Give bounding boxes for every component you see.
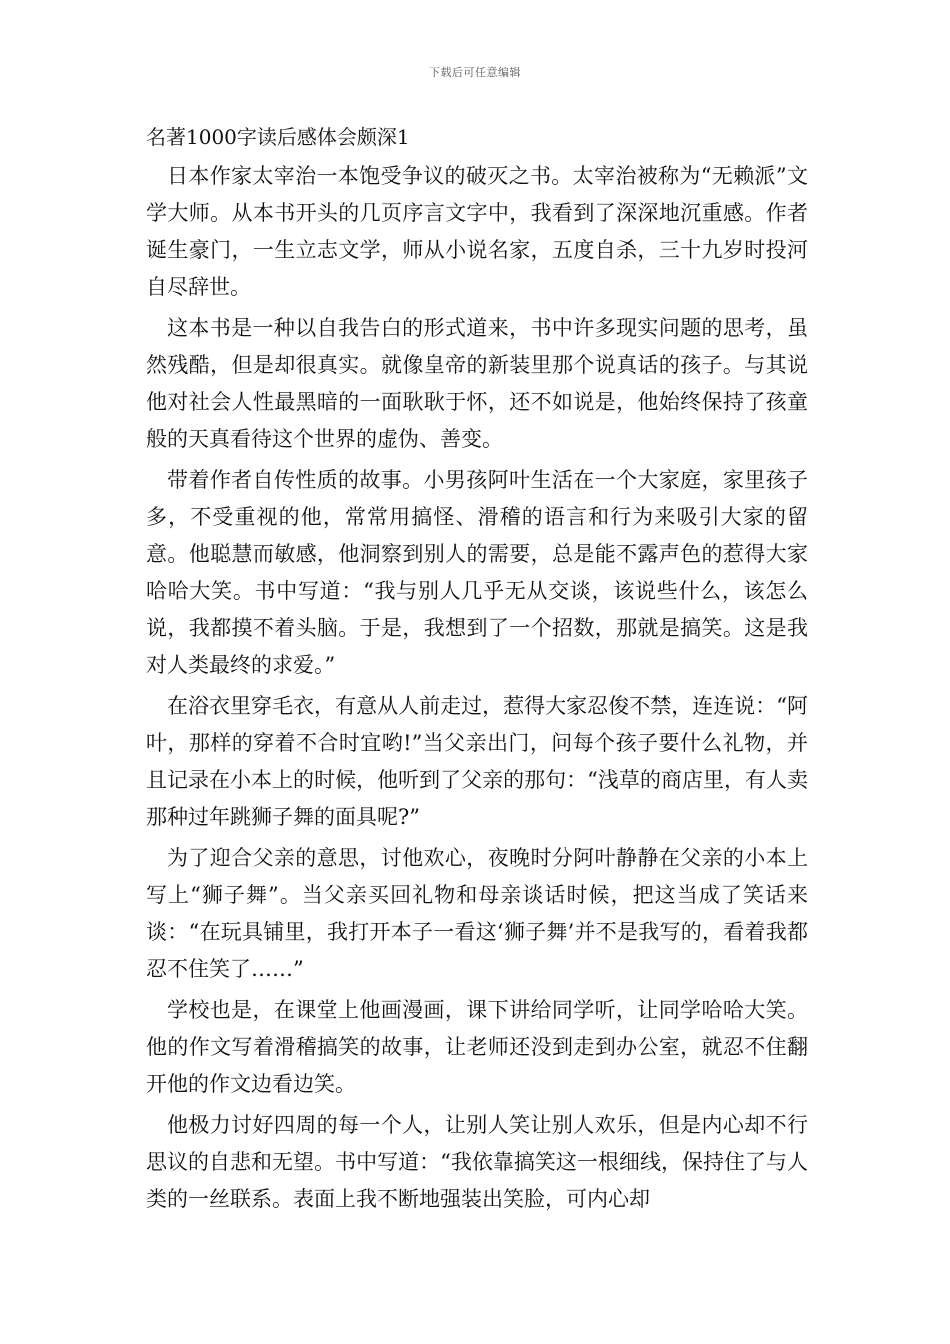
paragraph: 学校也是，在课堂上他画漫画，课下讲给同学听，让同学哈哈大笑。他的作文写着滑稽搞笑的故事，让老师还没到走到办公室，就忍不住翻开他的作文边看边笑。 [146, 998, 808, 1096]
page-header: 下载后可任意编辑 [429, 66, 521, 79]
document-title: 名著1000字读后感体会颇深1 [146, 125, 410, 149]
paragraph: 在浴衣里穿毛衣，有意从人前走过，惹得大家忍俊不禁，连连说：“阿叶，那样的穿着不合时宜哟!”当父亲出门，问每个孩子要什么礼物，并且记录在小本上的时候，他听到了父亲的那句：“浅草的商店里，有人卖那种过年跳狮子舞的面具呢?” [146, 694, 808, 829]
paragraph: 他极力讨好四周的每一个人，让别人笑让别人欢乐，但是内心却不行思议的自悲和无望。书中写道：“我依靠搞笑这一根细线，保持住了与人类的一丝联系。表面上我不断地强装出笑脸，可内心却 [146, 1113, 808, 1211]
paragraph: 带着作者自传性质的故事。小男孩阿叶生活在一个大家庭，家里孩子多，不受重视的他，常常用搞怪、滑稽的语言和行为来吸引大家的留意。他聪慧而敏感，他洞察到别人的需要，总是能不露声色的惹得大家哈哈大笑。书中写道：“我与别人几乎无从交谈，该说些什么，该怎么说，我都摸不着头脑。于是，我想到了一个招数，那就是搞笑。这是我对人类最终的求爱。” [146, 468, 808, 677]
paragraph: 这本书是一种以自我告白的形式道来，书中许多现实问题的思考，虽然残酷，但是却很真实。就像皇帝的新装里那个说真话的孩子。与其说他对社会人性最黑暗的一面耿耿于怀，还不如说是，他始终保持了孩童般的天真看待这个世界的虚伪、善变。 [146, 316, 808, 451]
paragraph: 为了迎合父亲的意思，讨他欢心，夜晚时分阿叶静静在父亲的小本上写上“狮子舞”。当父亲买回礼物和母亲谈话时候，把这当成了笑话来谈：“在玩具铺里，我打开本子一看这‘狮子舞’并不是我写的，看着我都忍不住笑了……” [146, 846, 808, 981]
document-body [146, 122, 808, 1222]
paragraph: 日本作家太宰治一本饱受争议的破灭之书。太宰治被称为“无赖派”文学大师。从本书开头的几页序言文字中，我看到了深深地沉重感。作者诞生豪门，一生立志文学，师从小说名家，五度自杀，三十九岁时投河自尽辞世。 [146, 164, 808, 299]
